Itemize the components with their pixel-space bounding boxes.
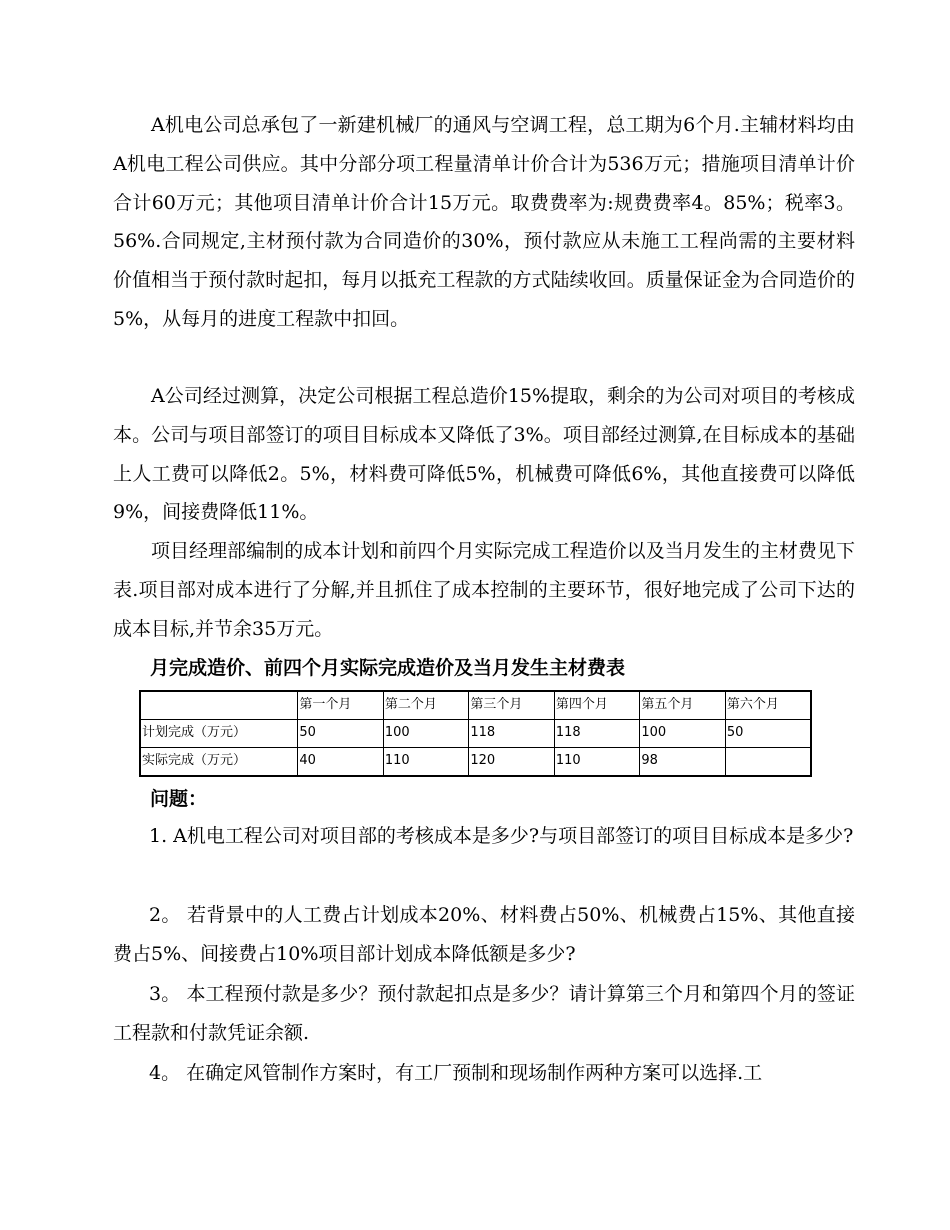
header-cell: 第五个月 xyxy=(640,691,726,720)
question-4: 4。 在确定风管制作方案时，有工厂预制和现场制作两种方案可以选择.工 xyxy=(149,1062,763,1084)
background-paragraph-1: A机电公司总承包了一新建机械厂的通风与空调工程，总工期为6个月.主辅材料均由A机电工程公司供应。其中分部分项工程量清单计价合计为536万元；措施项目清单计价合计60万元；其他项目清单计价合计15万元。取费费率为:规费费率4。85%；税率3。56%.合同规定,主材预付款为合同造价的30%，预付款应从未施工工程尚需的主要材料价值相当于预付款时起扣，每月以抵充工程款的方式陆续收回。质量保证金为合同造价的5%，从每月的进度工程款中扣回。 xyxy=(113,114,855,330)
header-cell: 第三个月 xyxy=(469,691,555,720)
header-cell: 第四个月 xyxy=(554,691,640,720)
table-row xyxy=(140,720,811,748)
header-cell: 第一个月 xyxy=(298,691,384,720)
table-cell: 110 xyxy=(383,748,469,777)
table-row xyxy=(140,748,811,777)
question-3: 3。 本工程预付款是多少？预付款起扣点是多少？请计算第三个月和第四个月的签证工程款和付款凭证余额. xyxy=(113,983,855,1044)
questions-heading: 问题： xyxy=(150,788,208,810)
table-cell xyxy=(725,748,811,777)
table-cell: 120 xyxy=(469,748,555,777)
table-cell: 118 xyxy=(469,720,555,748)
cost-table xyxy=(139,690,812,777)
header-cell xyxy=(140,691,298,720)
question-1: 1. A机电工程公司对项目部的考核成本是多少?与项目部签订的项目目标成本是多少? xyxy=(149,825,854,847)
background-paragraph-3: 项目经理部编制的成本计划和前四个月实际完成工程造价以及当月发生的主材费见下表.项目部对成本进行了分解,并且抓住了成本控制的主要环节，很好地完成了公司下达的成本目标,并节余35万元。 xyxy=(113,540,855,640)
table-cell: 100 xyxy=(383,720,469,748)
table-cell: 50 xyxy=(725,720,811,748)
table-header-row xyxy=(140,691,811,720)
table-cell: 50 xyxy=(298,720,384,748)
question-2: 2。 若背景中的人工费占计划成本20%、材料费占50%、机械费占15%、其他直接费占5%、间接费占10%项目部计划成本降低额是多少? xyxy=(113,904,855,965)
header-cell: 第二个月 xyxy=(383,691,469,720)
header-cell: 第六个月 xyxy=(725,691,811,720)
table-title: 月完成造价、前四个月实际完成造价及当月发生主材费表 xyxy=(150,657,626,679)
row-label-cell: 实际完成（万元） xyxy=(140,748,298,777)
table-cell: 110 xyxy=(554,748,640,777)
row-label-cell: 计划完成（万元） xyxy=(140,720,298,748)
background-paragraph-2: A公司经过测算，决定公司根据工程总造价15%提取，剩余的为公司对项目的考核成本。公司与项目部签订的项目目标成本又降低了3%。项目部经过测算,在目标成本的基础上人工费可以降低2。5%，材料费可降低5%，机械费可降低6%，其他直接费可以降低9%，间接费降低11%。 xyxy=(113,385,855,524)
table-cell: 118 xyxy=(554,720,640,748)
table-cell: 100 xyxy=(640,720,726,748)
table-cell: 98 xyxy=(640,748,726,777)
table-cell: 40 xyxy=(298,748,384,777)
